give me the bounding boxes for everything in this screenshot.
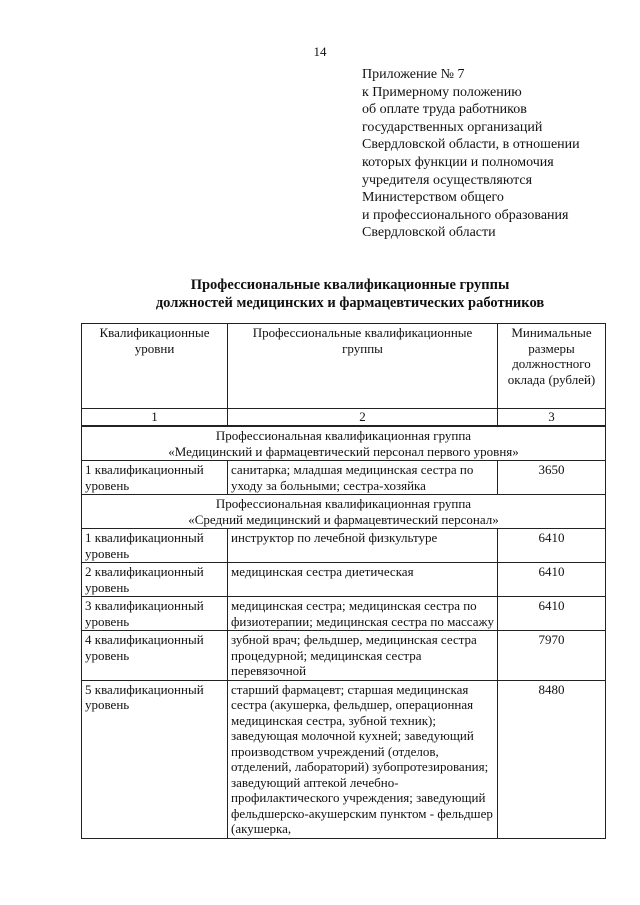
salary-cell: 7970 (498, 631, 606, 681)
group-heading-line-1: Профессиональная квалификационная группа (215, 496, 472, 511)
positions-cell: санитарка; младшая медицинская сестра по уходу за больными; сестра-хозяйка (228, 461, 498, 495)
group-heading (82, 495, 606, 529)
header-groups: Профессиональные квалификационные группы (228, 324, 498, 409)
table-row (82, 529, 606, 563)
document-title (80, 276, 620, 312)
title-line-2: должностей медицинских и фармацевтических работников (155, 295, 545, 311)
table-row (82, 680, 606, 838)
appendix-line: Приложение № 7 (362, 67, 465, 82)
group-heading (82, 426, 606, 461)
header-salary: Минимальные размеры должностного оклада (рублей) (498, 324, 606, 409)
table-row (82, 631, 606, 681)
header-levels: Квалификационные уровни (82, 324, 228, 409)
positions-cell: медицинская сестра; медицинская сестра по физиотерапии; медицинская сестра по массажу (228, 597, 498, 631)
level-cell: 4 квалификационный уровень (82, 631, 228, 681)
positions-cell: зубной врач; фельдшер, медицинская сестра процедурной; медицинская сестра перевязочной (228, 631, 498, 681)
salary-cell: 3650 (498, 461, 606, 495)
appendix-line: Министерством общего (362, 190, 504, 206)
appendix-line: Свердловской области, в отношении (362, 137, 580, 153)
salary-cell: 8480 (498, 680, 606, 838)
appendix-block (362, 66, 632, 242)
appendix-line: государственных организаций (362, 119, 543, 135)
group-heading-row (82, 426, 606, 461)
level-cell: 1 квалификационный уровень (82, 529, 228, 563)
group-heading-line-2: «Средний медицинский и фармацевтический персонал» (188, 511, 499, 527)
positions-cell: старший фармацевт; старшая медицинская сестра (акушерка, фельдшер, операционная медицинская сестра, зубной техник); заведующая молочной кухней; заведующий производством учреждений (отделов, отделений, лабораторий) зубопротезирования; заведующий аптекой лечебно-профилактического учреждения; заведующий фельдшерско-акушерским пунктом - фельдшер (акушерка, (228, 680, 498, 838)
column-number: 3 (498, 409, 606, 427)
group-heading-line-1: Профессиональная квалификационная группа (215, 428, 472, 443)
column-number: 2 (228, 409, 498, 427)
appendix-line: и профессионального образования (362, 207, 569, 223)
appendix-line: об оплате труда работников (362, 102, 527, 118)
table-row (82, 563, 606, 597)
level-cell: 2 квалификационный уровень (82, 563, 228, 597)
positions-cell: инструктор по лечебной физкультуре (228, 529, 498, 563)
salary-cell: 6410 (498, 529, 606, 563)
page-number: 14 (313, 44, 327, 59)
table-row (82, 597, 606, 631)
group-heading-line-2: «Медицинский и фармацевтический персонал первого уровня» (168, 443, 519, 459)
level-cell: 5 квалификационный уровень (82, 680, 228, 838)
salary-cell: 6410 (498, 597, 606, 631)
appendix-line: которых функции и полномочия (362, 154, 554, 170)
group-heading-row (82, 495, 606, 529)
table-header-row (82, 324, 606, 409)
table-row (82, 461, 606, 495)
column-number-row (82, 409, 606, 427)
appendix-line: к Примерному положению (362, 84, 522, 100)
appendix-line: Свердловской области (362, 225, 496, 241)
level-cell: 3 квалификационный уровень (82, 597, 228, 631)
level-cell: 1 квалификационный уровень (82, 461, 228, 495)
salary-cell: 6410 (498, 563, 606, 597)
column-number: 1 (82, 409, 228, 427)
appendix-line: учредителя осуществляются (362, 172, 533, 188)
qualification-table (81, 323, 606, 839)
positions-cell: медицинская сестра диетическая (228, 563, 498, 597)
title-line-1: Профессиональные квалификационные группы (190, 277, 510, 293)
